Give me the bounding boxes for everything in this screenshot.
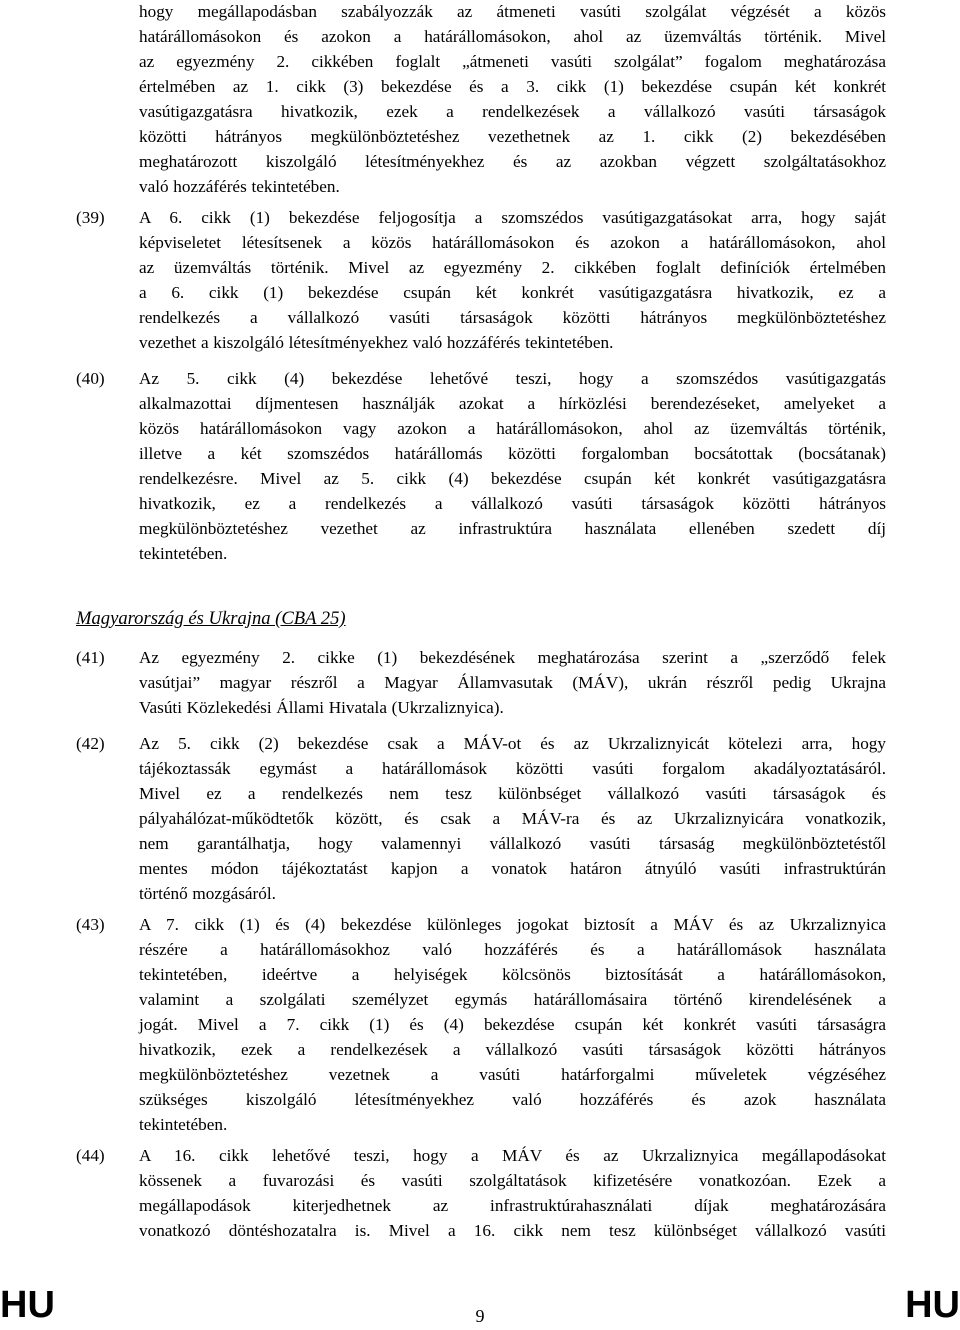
text-line: vasútjai” magyar részről a Magyar Államvasutak (MÁV), ukrán részről pedig Ukrajna <box>139 673 886 692</box>
text-line: hivatkozik, ez a rendelkezés a vállalkozó vasúti társaságok közötti hátrányos <box>139 494 886 513</box>
text-line: kössenek a fuvarozási és vasúti szolgáltatások kifizetésére vonatkozóan. Ezek a <box>139 1171 886 1190</box>
text-line: jogát. Mivel a 7. cikk (1) és (4) bekezdése csupán két konkrét vasúti társaságra <box>139 1015 886 1034</box>
text-line: vonatkozó döntéshozatalra is. Mivel a 16. cikk nem tesz különbséget vállalkozó vasúti <box>139 1221 886 1240</box>
text-line: A 16. cikk lehetővé teszi, hogy a MÁV és az Ukrzaliznyica megállapodásokat <box>139 1146 886 1165</box>
text-line: közötti hátrányos megkülönböztetéshez vezethetnek az 1. cikk (2) bekezdésében <box>139 127 886 146</box>
text-line: tekintetében. <box>139 1115 228 1134</box>
text-line: hivatkozik, ezek a rendelkezések a vállalkozó vasúti társaságok közötti hátrányos <box>139 1040 886 1059</box>
section-heading: Magyarország és Ukrajna (CBA 25) <box>76 608 346 629</box>
text-line: hogy megállapodásban szabályozzák az átmeneti vasúti szolgálat végzését a közös <box>139 2 886 21</box>
text-line: közös határállomásokon vagy azokon a határállomásokon, ahol az üzemváltás történik, <box>139 419 886 438</box>
paragraph-number: (42) <box>76 734 105 753</box>
text-line: mentes módon tájékoztatást kapjon a vonatok határon átnyúló vasúti infrastruktúrán <box>139 859 886 878</box>
text-line: A 6. cikk (1) bekezdése feljogosítja a szomszédos vasútigazgatásokat arra, hogy saját <box>139 208 886 227</box>
text-line: az üzemváltás történik. Mivel az egyezmény 2. cikkében foglalt definíciók értelmében <box>139 258 886 277</box>
paragraph-number: (39) <box>76 208 105 227</box>
paragraph-number: (43) <box>76 915 105 934</box>
text-line: a 6. cikk (1) bekezdése csupán két konkrét vasútigazgatásra hivatkozik, ez a <box>139 283 886 302</box>
paragraph-number: (40) <box>76 369 105 388</box>
text-line: határállomásokon és azokon a határállomásokon, ahol az üzemváltás történik. Mivel <box>139 27 886 46</box>
text-line: tekintetében, ideértve a helyiségek kölcsönös biztosítását a határállomásokon, <box>139 965 886 984</box>
paragraph-number: (41) <box>76 648 105 667</box>
page-number: 9 <box>475 1306 485 1326</box>
text-line: tekintetében. <box>139 544 228 563</box>
text-line: Mivel ez a rendelkezés nem tesz különbséget vállalkozó vasúti társaságok és <box>139 784 886 803</box>
text-line: Az 5. cikk (4) bekezdése lehetővé teszi, hogy a szomszédos vasútigazgatás <box>139 369 886 388</box>
text-line: rendelkezésre. Mivel az 5. cikk (4) bekezdése csupán két konkrét vasútigazgatásra <box>139 469 886 488</box>
text-line: nem garantálhatja, hogy valamennyi vállalkozó vasúti társaság megkülönböztetéstől <box>139 834 886 853</box>
footer-language-code-left: HU <box>0 1284 55 1326</box>
text-line: megkülönböztetéshez vezethet az infrastruktúra használata ellenében szedett díj <box>139 519 886 538</box>
text-line: történő mozgásáról. <box>139 884 276 903</box>
text-line: meghatározott kiszolgáló létesítményekhez és az azokban végzett szolgáltatásokhoz <box>139 152 886 171</box>
text-line: illetve a két szomszédos határállomás közötti forgalomban bocsátottak (bocsátanak) <box>139 444 886 463</box>
text-line: megkülönböztetéshez vezetnek a vasúti határforgalmi műveletek végzéséhez <box>139 1065 886 1084</box>
text-line: valamint a szolgálati személyzet egymás határállomásaira történő kirendelésének a <box>139 990 886 1009</box>
footer-language-code-right: HU <box>905 1284 960 1326</box>
text-line: pályahálózat-működtetők között, és csak a MÁV-ra és az Ukrzaliznyicára vonatkozik, <box>139 809 886 828</box>
text-line: A 7. cikk (1) és (4) bekezdése különleges jogokat biztosít a MÁV és az Ukrzaliznyica <box>139 915 886 934</box>
text-line: való hozzáférés tekintetében. <box>139 177 340 196</box>
text-line: vasútigazgatásra hivatkozik, ezek a rendelkezések a vállalkozó vasúti társaságok <box>139 102 886 121</box>
text-line: képviseletet létesítsenek a közös határállomásokon és azokon a határállomásokon, ahol <box>139 233 886 252</box>
text-line: értelmében az 1. cikk (3) bekezdése és a 3. cikk (1) bekezdése csupán két konkrét <box>139 77 886 96</box>
text-line: rendelkezés a vállalkozó vasúti társaságok közötti hátrányos megkülönböztetéshez <box>139 308 886 327</box>
paragraph-number: (44) <box>76 1146 105 1165</box>
text-line: tájékoztassák egymást a határállomások közötti vasúti forgalom akadályoztatásáról. <box>139 759 886 778</box>
text-line: az egyezmény 2. cikkében foglalt „átmeneti vasúti szolgálat” fogalom meghatározása <box>139 52 886 71</box>
text-line: Az egyezmény 2. cikke (1) bekezdésének meghatározása szerint a „szerződő felek <box>139 648 886 667</box>
text-line: alkalmazottai díjmentesen használják azokat a hírközlési berendezéseket, amelyeket a <box>139 394 886 413</box>
text-line: megállapodások kiterjedhetnek az infrastruktúrahasználati díjak meghatározására <box>139 1196 886 1215</box>
text-line: részére a határállomásokhoz való hozzáférés és a határállomások használata <box>139 940 886 959</box>
text-line: Vasúti Közlekedési Állami Hivatala (Ukrzaliznyica). <box>139 698 504 717</box>
text-line: szükséges kiszolgáló létesítményekhez való hozzáférés és azok használata <box>139 1090 886 1109</box>
text-line: vezethet a kiszolgáló létesítményekhez való hozzáférés tekintetében. <box>139 333 614 352</box>
text-line: Az 5. cikk (2) bekezdése csak a MÁV-ot és az Ukrzaliznyicát kötelezi arra, hogy <box>139 734 886 753</box>
